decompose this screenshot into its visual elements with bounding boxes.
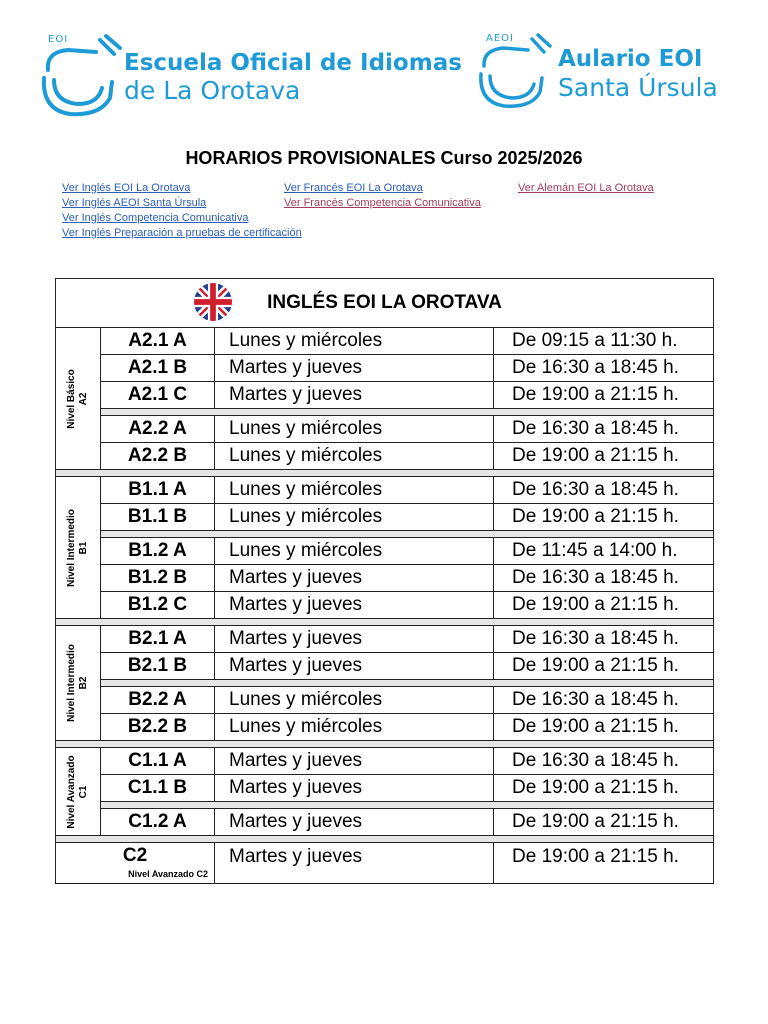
days-cell: Lunes y miércoles [215,328,494,355]
group-cell: B1.1 A [101,477,215,504]
days-cell: Martes y jueves [215,626,494,653]
time-cell: De 19:00 a 21:15 h. [494,775,714,802]
days-cell: Lunes y miércoles [215,443,494,470]
time-cell: De 16:30 a 18:45 h. [494,416,714,443]
row-separator [56,741,714,748]
row-separator [56,802,714,809]
link-ingles-aeoi[interactable]: Ver Inglés AEOI Santa Úrsula [62,197,207,209]
table-row [56,775,714,802]
group-cell-c2 [56,843,215,884]
time-cell: De 11:45 a 14:00 h. [494,538,714,565]
group-cell: B1.2 B [101,565,215,592]
table-title: INGLÉS EOI LA OROTAVA [267,292,502,313]
table-row [56,355,714,382]
time-cell: De 19:00 a 21:15 h. [494,382,714,409]
table-row [56,382,714,409]
days-cell: Martes y jueves [215,355,494,382]
group-cell: A2.1 B [101,355,215,382]
days-cell: Lunes y miércoles [215,714,494,741]
table-row [56,477,714,504]
table-row [56,416,714,443]
time-cell: De 19:00 a 21:15 h. [494,809,714,836]
table-header-row [56,279,714,328]
time-cell: De 16:30 a 18:45 h. [494,565,714,592]
time-cell: De 16:30 a 18:45 h. [494,626,714,653]
days-cell: Lunes y miércoles [215,504,494,531]
days-cell: Martes y jueves [215,748,494,775]
level-label-a2: Nivel Básico A2 [56,328,101,470]
time-cell: De 19:00 a 21:15 h. [494,504,714,531]
group-cell: B1.2 C [101,592,215,619]
level-label-c1: Nivel Avanzado C1 [56,748,101,836]
c2-group-label: C2 [122,845,148,866]
days-cell: Martes y jueves [215,843,494,884]
eoi-logo-title: Escuela Oficial de Idiomas [124,50,462,76]
link-ingles-preparacion[interactable]: Ver Inglés Preparación a pruebas de certificación [62,227,302,239]
days-cell: Lunes y miércoles [215,416,494,443]
table-header-cell [56,279,714,328]
table-row [56,328,714,355]
group-cell: A2.1 C [101,382,215,409]
aeoi-logo-small-text: AEOI [486,33,514,44]
row-separator [56,619,714,626]
days-cell: Martes y jueves [215,592,494,619]
table-row [56,748,714,775]
time-cell: De 19:00 a 21:15 h. [494,843,714,884]
days-cell: Lunes y miércoles [215,687,494,714]
group-cell: A2.2 B [101,443,215,470]
table-row [56,626,714,653]
days-cell: Martes y jueves [215,809,494,836]
row-separator [56,531,714,538]
group-cell: B2.1 B [101,653,215,680]
time-cell: De 19:00 a 21:15 h. [494,443,714,470]
group-cell: B1.1 B [101,504,215,531]
page-title: HORARIOS PROVISIONALES Curso 2025/2026 [185,148,583,168]
time-cell: De 16:30 a 18:45 h. [494,477,714,504]
days-cell: Lunes y miércoles [215,538,494,565]
table-row [56,504,714,531]
row-separator [56,680,714,687]
group-cell: B1.2 A [101,538,215,565]
link-ingles-orotava[interactable]: Ver Inglés EOI La Orotava [62,182,191,194]
days-cell: Martes y jueves [215,653,494,680]
group-cell: C1.1 A [101,748,215,775]
group-cell: B2.2 B [101,714,215,741]
link-aleman-orotava[interactable]: Ver Alemán EOI La Orotava [518,182,654,194]
row-separator [56,470,714,477]
time-cell: De 19:00 a 21:15 h. [494,653,714,680]
link-frances-orotava[interactable]: Ver Francés EOI La Orotava [284,182,423,194]
group-cell: A2.1 A [101,328,215,355]
eoi-logo-small-text: EOI [48,34,69,45]
group-cell: B2.2 A [101,687,215,714]
table-row [56,714,714,741]
table-row [56,653,714,680]
table-row [56,843,714,884]
days-cell: Lunes y miércoles [215,477,494,504]
table-row [56,538,714,565]
schedule-table [55,278,714,884]
group-cell: C1.1 B [101,775,215,802]
link-ingles-competencia[interactable]: Ver Inglés Competencia Comunicativa [62,212,249,224]
group-cell: A2.2 A [101,416,215,443]
table-row [56,592,714,619]
table-row [56,809,714,836]
time-cell: De 09:15 a 11:30 h. [494,328,714,355]
time-cell: De 16:30 a 18:45 h. [494,355,714,382]
group-cell: C1.2 A [101,809,215,836]
time-cell: De 16:30 a 18:45 h. [494,687,714,714]
table-row [56,443,714,470]
link-frances-competencia[interactable]: Ver Francés Competencia Comunicativa [284,197,481,209]
aeoi-logo-title: Aulario EOI [558,46,703,72]
aeoi-logo-subtitle: Santa Úrsula [558,73,718,102]
time-cell: De 19:00 a 21:15 h. [494,592,714,619]
time-cell: De 19:00 a 21:15 h. [494,714,714,741]
level-label-b1: Nivel Intermedio B1 [56,477,101,619]
uk-flag-icon [194,283,232,321]
table-row [56,687,714,714]
eoi-logo-subtitle: de La Orotava [124,76,301,105]
days-cell: Martes y jueves [215,565,494,592]
days-cell: Martes y jueves [215,382,494,409]
level-label-b2: Nivel Intermedio B2 [56,626,101,741]
days-cell: Martes y jueves [215,775,494,802]
row-separator [56,409,714,416]
group-cell: B2.1 A [101,626,215,653]
time-cell: De 16:30 a 18:45 h. [494,748,714,775]
table-row [56,565,714,592]
row-separator [56,836,714,843]
level-label-c2: Nivel Avanzado C2 [128,869,208,879]
